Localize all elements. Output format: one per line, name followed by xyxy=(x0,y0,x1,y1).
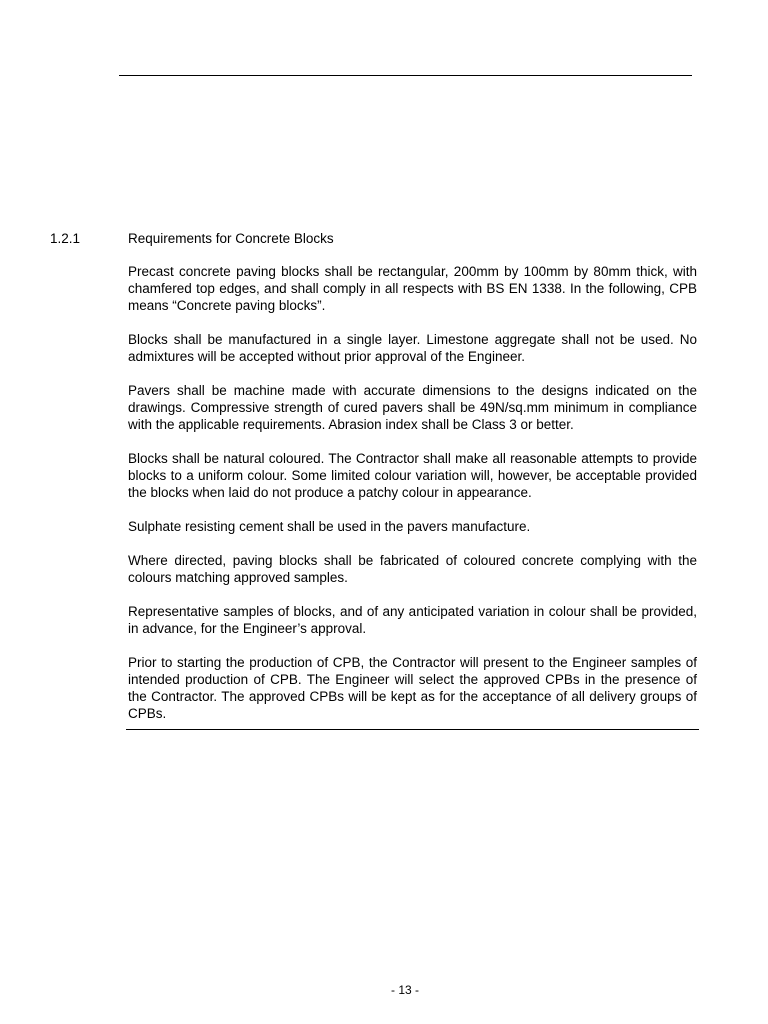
section-number: 1.2.1 xyxy=(50,231,81,246)
paragraph-coloured-concrete: Where directed, paving blocks shall be fabricated of coloured concrete complying with the colours matching approved samples. xyxy=(128,553,697,585)
section-heading: Requirements for Concrete Blocks xyxy=(128,231,334,246)
header-rule xyxy=(119,75,692,76)
paragraph-representative-samples: Representative samples of blocks, and of any anticipated variation in colour shall be provided, in advance, for the Engineer’s approval. xyxy=(128,604,697,636)
section-end-rule xyxy=(126,729,699,730)
paragraph-sulphate-cement: Sulphate resisting cement shall be used in the pavers manufacture. xyxy=(128,519,531,534)
paragraph-pavers-strength: Pavers shall be machine made with accurate dimensions to the designs indicated on the drawings. Compressive strength of cured pavers shall be 49N/sq.mm minimum in compliance with the applicable requirements. Abrasion index shall be Class 3 or better. xyxy=(128,383,697,432)
paragraph-manufacturing-layer: Blocks shall be manufactured in a single layer. Limestone aggregate shall not be used. No admixtures will be accepted without prior approval of the Engineer. xyxy=(128,332,697,364)
paragraph-production-samples: Prior to starting the production of CPB, the Contractor will present to the Engineer samples of intended production of CPB. The Engineer will select the approved CPBs in the presence of the Contractor. The approved CPBs will be kept as for the acceptance of all delivery groups of CPBs. xyxy=(128,655,697,721)
paragraph-block-dimensions: Precast concrete paving blocks shall be rectangular, 200mm by 100mm by 80mm thick, with chamfered top edges, and shall comply in all respects with BS EN 1338. In the following, CPB means “Concrete paving blocks”. xyxy=(128,264,697,313)
page-number: - 13 - xyxy=(390,983,419,997)
paragraph-natural-colour: Blocks shall be natural coloured. The Contractor shall make all reasonable attempts to provide blocks to a uniform colour. Some limited colour variation will, however, be acceptable provided the blocks when laid do not produce a patchy colour in appearance. xyxy=(128,451,697,500)
section-body xyxy=(128,263,697,722)
